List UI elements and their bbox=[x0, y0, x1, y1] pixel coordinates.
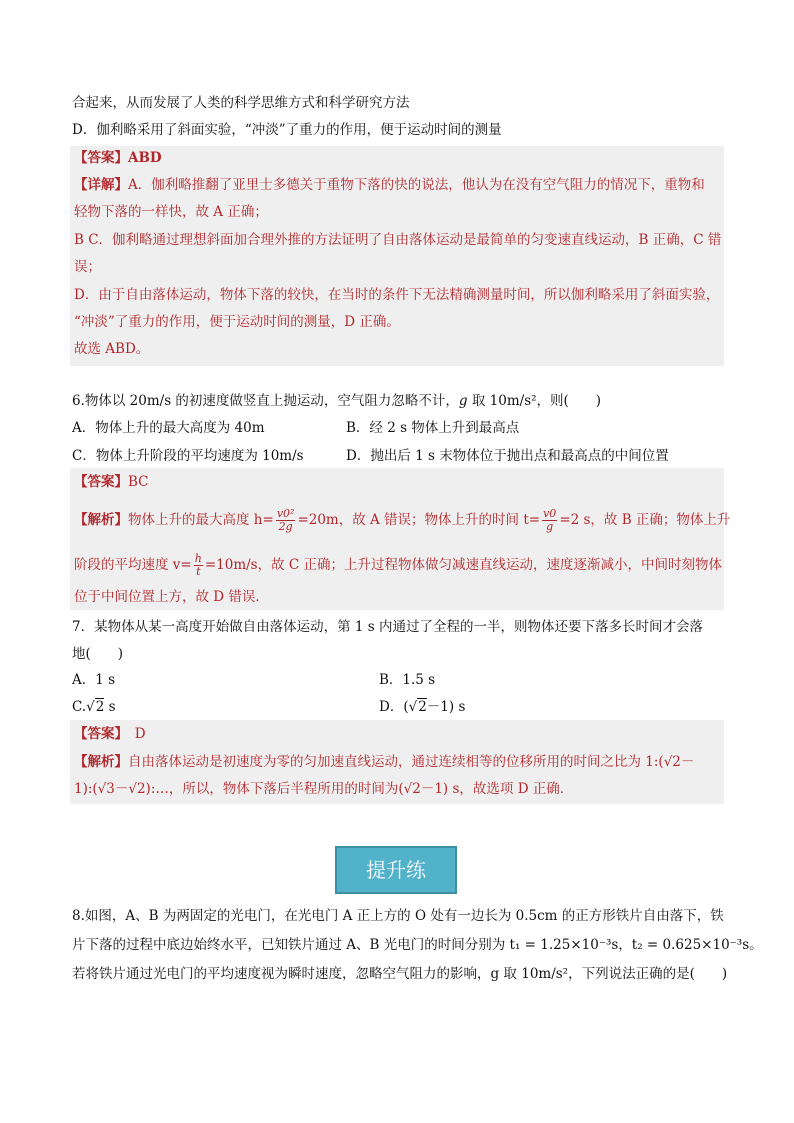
q5-answer-line bbox=[74, 149, 162, 167]
q5-answer: ABD bbox=[128, 150, 162, 166]
fraction-h-over-t bbox=[194, 553, 203, 578]
q6-option-c: C．物体上升阶段的平均速度为 10m/s bbox=[72, 448, 304, 464]
q6-answer-block bbox=[70, 468, 731, 610]
q7-stem-line-1: 7．某物体从某一高度开始做自由落体运动，第 1 s 内通过了全程的一半，则物体还要下落多长时间才会落 bbox=[72, 619, 703, 635]
q5-stem-tail: 合起来，从而发展了人类的科学思维方式和科学研究方法 bbox=[72, 95, 410, 111]
q6-stem-part-b: 取 10m/s²，则( ) bbox=[467, 393, 602, 409]
q6-analysis-text-3: =2 s，故 B 正确；物体上升 bbox=[559, 512, 731, 528]
radicand: 2 bbox=[418, 699, 427, 715]
q7-answer: D bbox=[134, 726, 146, 742]
answer-tag: 【答案】 bbox=[74, 474, 128, 490]
q7-answer-line bbox=[74, 725, 146, 743]
q7-option-c-prefix: C. bbox=[72, 699, 87, 715]
q5-detail-line-6: “冲淡”了重力的作用，便于运动时间的测量，D 正确。 bbox=[74, 314, 400, 330]
q6-stem-part-a: 6.物体以 20m/s 的初速度做竖直上抛运动，空气阻力忽略不计， bbox=[72, 393, 459, 409]
analysis-tag: 【解析】 bbox=[74, 754, 128, 770]
q5-answer-block bbox=[70, 146, 724, 366]
radicand: 2 bbox=[95, 699, 105, 715]
analysis-tag: 【解析】 bbox=[74, 512, 128, 528]
detail-tag: 【详解】 bbox=[74, 177, 128, 193]
q6-analysis-text-2: =20m，故 A 错误；物体上升的时间 t= bbox=[297, 512, 541, 528]
q6-stem bbox=[72, 392, 601, 410]
q7-stem-line-2: 地( ) bbox=[72, 646, 124, 662]
q5-detail-line-5: D．由于自由落体运动，物体下落的较快，在当时的条件下无法精确测量时间，所以伽利略采用了斜面实验， bbox=[74, 287, 720, 303]
q7-option-c-suffix: s bbox=[104, 699, 116, 715]
q7-analysis-text-1: 自由落体运动是初速度为零的匀加速直线运动，通过连续相等的位移所用的时间之比为 1:(√2－ bbox=[128, 754, 695, 770]
fraction-numerator: v0 bbox=[543, 507, 557, 520]
fraction-denominator: t bbox=[196, 565, 201, 578]
q6-option-a: A．物体上升的最大高度为 40m bbox=[72, 420, 265, 436]
q5-detail-line-1 bbox=[74, 176, 705, 194]
fraction-denominator: g bbox=[546, 520, 554, 533]
q7-option-c: C.√2 s bbox=[72, 699, 116, 715]
q6-analysis-text-5: =10m/s，故 C 正确；上升过程物体做匀减速直线运动，速度逐渐减小，中间时刻物体 bbox=[204, 557, 723, 573]
q5-detail-text-1: A．伽利略推翻了亚里士多德关于重物下落的快的说法，他认为在没有空气阻力的情况下，重物和 bbox=[128, 177, 705, 193]
q5-detail-line-2: 轻物下落的一样快，故 A 正确； bbox=[74, 204, 268, 220]
q6-answer: BC bbox=[128, 474, 149, 490]
q6-analysis-text-1: 物体上升的最大高度 h= bbox=[128, 512, 274, 528]
q7-option-b: B．1.5 s bbox=[379, 672, 436, 688]
q5-detail-line-7: 故选 ABD。 bbox=[74, 341, 150, 357]
q5-detail-line-3: B C．伽利略通过理想斜面加合理外推的方法证明了自由落体运动是最简单的匀变速直线运动，B 正确，C 错 bbox=[74, 232, 722, 248]
fraction-numerator: v0² bbox=[276, 507, 295, 520]
q6-option-b: B．经 2 s 物体上升到最高点 bbox=[346, 420, 520, 436]
answer-tag: 【答案】 bbox=[74, 726, 122, 742]
q7-option-d-prefix: D．( bbox=[379, 699, 409, 715]
answer-tag: 【答案】 bbox=[74, 150, 128, 166]
q6-analysis-line-3: 位于中间位置上方，故 D 错误． bbox=[74, 589, 269, 605]
q5-option-d: D．伽利略采用了斜面实验，“冲淡”了重力的作用，便于运动时间的测量 bbox=[72, 122, 502, 138]
q7-option-d-suffix: －1) s bbox=[426, 699, 466, 715]
section-badge: 提升练 bbox=[335, 846, 457, 894]
q8-stem-line-2: 片下落的过程中底边始终水平，已知铁片通过 A、B 光电门的时间分别为 t₁ = 1.25×10⁻³s，t₂ = 0.625×10⁻³s。 bbox=[72, 937, 763, 953]
q6-stem-g: g bbox=[458, 393, 468, 409]
q6-option-d: D．抛出后 1 s 末物体位于抛出点和最高点的中间位置 bbox=[346, 448, 669, 464]
q7-option-a: A．1 s bbox=[72, 672, 116, 688]
q6-analysis-text-4: 阶段的平均速度 v= bbox=[74, 557, 192, 573]
q6-answer-line bbox=[74, 473, 149, 491]
q7-analysis-line-2: 1):(√3－√2):…，所以，物体下落后半程所用的时间为(√2－1) s，故选项 D 正确． bbox=[74, 781, 574, 797]
q7-analysis-line-1 bbox=[74, 753, 694, 771]
q8-stem-line-1: 8.如图，A、B 为两固定的光电门，在光电门 A 正上方的 O 处有一边长为 0.5cm 的正方形铁片自由落下，铁 bbox=[72, 908, 724, 924]
q7-answer-block bbox=[70, 720, 724, 804]
q8-stem-line-3: 若将铁片通过光电门的平均速度视为瞬时速度，忽略空气阻力的影响，g 取 10m/s²，下列说法正确的是( ) bbox=[72, 966, 728, 982]
q6-analysis-line-1 bbox=[74, 508, 730, 533]
q7-option-d: D．(√2－1) s bbox=[379, 699, 466, 715]
fraction-v0-over-g bbox=[542, 508, 557, 533]
q6-analysis-line-2 bbox=[74, 553, 722, 578]
fraction-denominator: 2g bbox=[278, 520, 293, 533]
fraction-v0sq-over-2g bbox=[276, 508, 296, 533]
fraction-numerator: h bbox=[194, 552, 202, 565]
q5-detail-line-4: 误； bbox=[74, 259, 101, 275]
